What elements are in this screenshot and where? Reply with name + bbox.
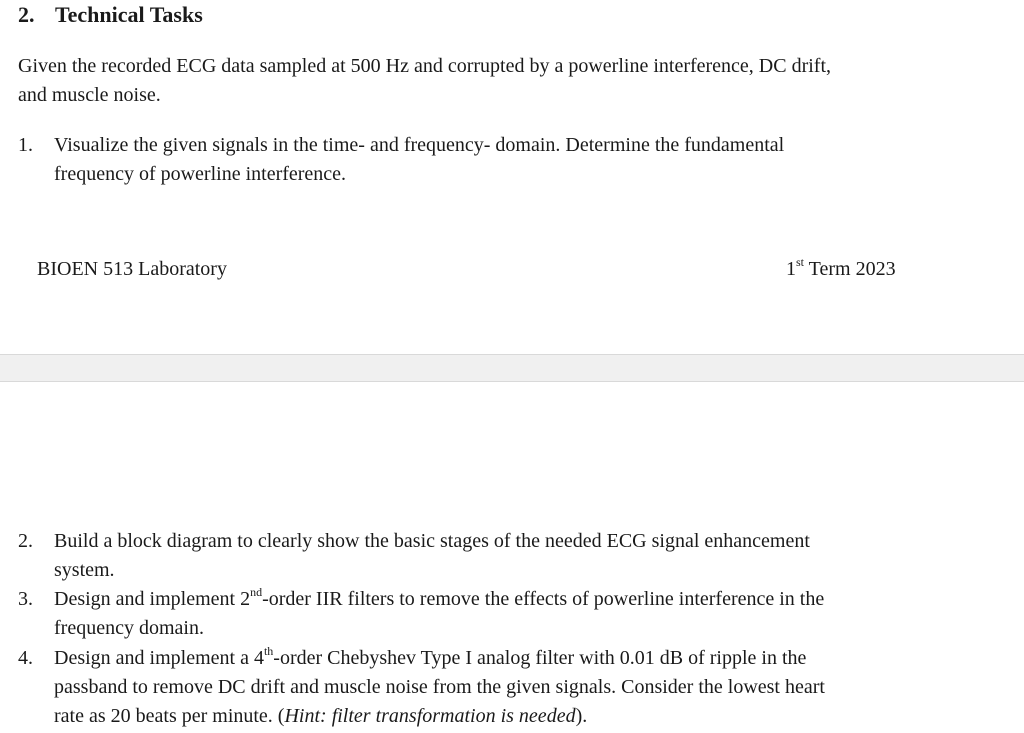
task-3-line-2: frequency domain. <box>54 617 204 639</box>
task-1-number: 1. <box>18 134 33 156</box>
task-2-line-1: Build a block diagram to clearly show the basic stages of the needed ECG signal enhancement <box>54 530 810 552</box>
task-1-text <box>54 131 1014 189</box>
task-4-hint-text: filter transformation is needed <box>331 705 576 727</box>
task-3-number: 3. <box>18 588 33 610</box>
footer-course: BIOEN 513 Laboratory <box>37 258 227 280</box>
page-break-band <box>0 355 1024 381</box>
task-2-number: 2. <box>18 530 33 552</box>
task-4-line-3-post: ). <box>575 705 588 727</box>
intro-line-1: Given the recorded ECG data sampled at 500 Hz and corrupted by a powerline interference, DC drift, <box>18 55 832 77</box>
task-1-line-1: Visualize the given signals in the time- and frequency- domain. Determine the fundamental <box>54 134 785 156</box>
section-number: 2. <box>18 2 35 27</box>
task-4-line-3-pre: rate as 20 beats per minute. ( <box>54 705 285 727</box>
task-2-line-2: system. <box>54 559 115 581</box>
section-heading <box>18 2 203 28</box>
task-4-hint-label: Hint: <box>284 705 332 727</box>
intro-paragraph <box>18 52 1008 110</box>
task-3-line-1 <box>54 585 1014 614</box>
section-title: Technical Tasks <box>55 2 203 27</box>
footer-term-number: 1 <box>786 258 796 280</box>
task-4-line-3 <box>54 702 1014 731</box>
task-3-text <box>54 585 1014 643</box>
page-break-bottom-line <box>0 381 1024 382</box>
task-4-post: -order Chebyshev Type I analog filter with 0.01 dB of ripple in the <box>273 647 807 669</box>
task-4-line-2: passband to remove DC drift and muscle noise from the given signals. Consider the lowest heart <box>54 676 825 698</box>
task-4-line-1 <box>54 644 1014 673</box>
intro-line-2: and muscle noise. <box>18 84 161 106</box>
task-1-line-2: frequency of powerline interference. <box>54 163 347 185</box>
footer-term-suffix: st <box>796 255 805 270</box>
task-4-text <box>54 644 1014 731</box>
footer-term-rest: Term 2023 <box>804 258 896 280</box>
task-4-sup: th <box>263 644 274 659</box>
task-3-pre: Design and implement 2 <box>54 588 251 610</box>
task-4-number: 4. <box>18 647 33 669</box>
footer-term <box>786 255 896 281</box>
task-4-pre: Design and implement a 4 <box>54 647 264 669</box>
task-2-text <box>54 527 1014 585</box>
task-3-sup: nd <box>250 585 263 600</box>
task-3-post: -order IIR filters to remove the effects of powerline interference in the <box>262 588 825 610</box>
